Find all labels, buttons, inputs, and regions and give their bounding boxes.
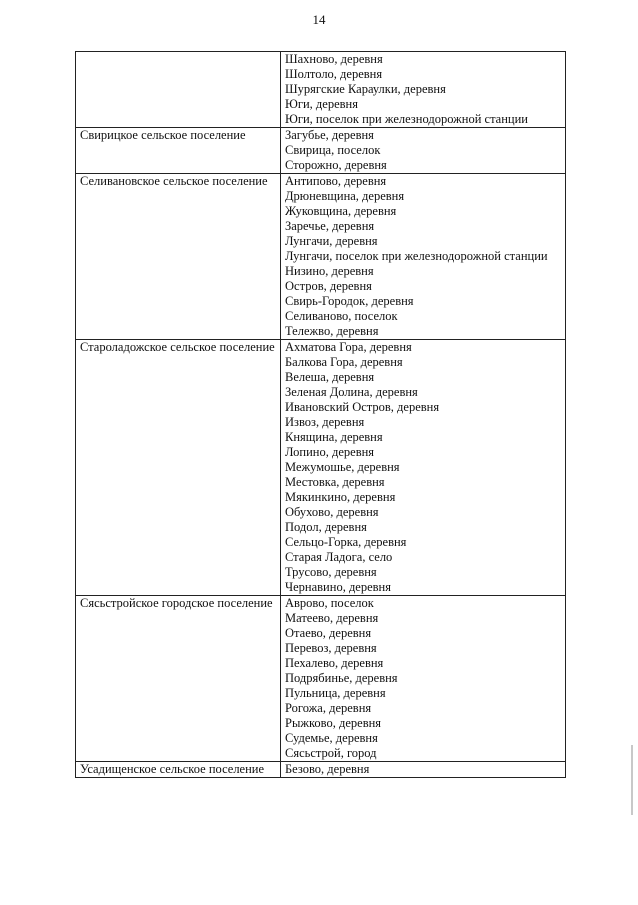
locality-item: Ивановский Остров, деревня bbox=[285, 400, 440, 414]
table-row bbox=[76, 174, 566, 340]
locality-item: Аврово, поселок bbox=[285, 596, 374, 610]
locality-item: Жуковщина, деревня bbox=[285, 204, 397, 218]
locality-item: Подол, деревня bbox=[285, 520, 367, 534]
localities-cell bbox=[281, 52, 566, 128]
localities-cell bbox=[281, 762, 566, 778]
settlement-cell: Сясьстройское городское поселение bbox=[76, 596, 281, 762]
locality-item: Старая Ладога, село bbox=[285, 550, 393, 564]
locality-item: Сясьстрой, город bbox=[285, 746, 377, 760]
locality-item: Тележво, деревня bbox=[285, 324, 379, 338]
locality-item: Загубье, деревня bbox=[285, 128, 374, 142]
locality-item: Свирь-Городок, деревня bbox=[285, 294, 414, 308]
locality-item: Сторожно, деревня bbox=[285, 158, 387, 172]
localities-cell bbox=[281, 340, 566, 596]
locality-item: Велеша, деревня bbox=[285, 370, 375, 384]
locality-item: Судемье, деревня bbox=[285, 731, 378, 745]
locality-item: Низино, деревня bbox=[285, 264, 374, 278]
locality-item: Межумошье, деревня bbox=[285, 460, 400, 474]
table-row bbox=[76, 52, 566, 128]
settlement-cell: Староладожское сельское поселение bbox=[76, 340, 281, 596]
localities-cell bbox=[281, 128, 566, 174]
localities-cell bbox=[281, 596, 566, 762]
table-row bbox=[76, 596, 566, 762]
locality-item: Чернавино, деревня bbox=[285, 580, 391, 594]
locality-item: Балкова Гора, деревня bbox=[285, 355, 403, 369]
locality-item: Отаево, деревня bbox=[285, 626, 372, 640]
table-row bbox=[76, 340, 566, 596]
locality-item: Шурягские Караулки, деревня bbox=[285, 82, 446, 96]
locality-item: Подрябинье, деревня bbox=[285, 671, 398, 685]
locality-item: Шахново, деревня bbox=[285, 52, 383, 66]
locality-item: Антипово, деревня bbox=[285, 174, 387, 188]
locality-item: Княщина, деревня bbox=[285, 430, 383, 444]
locality-item: Сельцо-Горка, деревня bbox=[285, 535, 407, 549]
settlement-cell bbox=[76, 52, 281, 128]
locality-item: Заречье, деревня bbox=[285, 219, 375, 233]
settlement-cell: Селивановское сельское поселение bbox=[76, 174, 281, 340]
locality-item: Рогожа, деревня bbox=[285, 701, 372, 715]
locality-item: Рыжково, деревня bbox=[285, 716, 382, 730]
locality-item: Селиваново, поселок bbox=[285, 309, 398, 323]
localities-cell bbox=[281, 174, 566, 340]
locality-item: Остров, деревня bbox=[285, 279, 372, 293]
locality-item: Местовка, деревня bbox=[285, 475, 385, 489]
locality-item: Зеленая Долина, деревня bbox=[285, 385, 418, 399]
locality-item: Лопино, деревня bbox=[285, 445, 375, 459]
locality-item: Пульница, деревня bbox=[285, 686, 386, 700]
locality-item: Перевоз, деревня bbox=[285, 641, 377, 655]
page-number: 14 bbox=[312, 12, 326, 27]
settlement-cell: Усадищенское сельское поселение bbox=[76, 762, 281, 778]
table-row bbox=[76, 762, 566, 778]
locality-item: Мякинкино, деревня bbox=[285, 490, 396, 504]
locality-item: Матеево, деревня bbox=[285, 611, 379, 625]
locality-item: Дрюневщина, деревня bbox=[285, 189, 405, 203]
locality-item: Лунгачи, деревня bbox=[285, 234, 378, 248]
locality-item: Лунгачи, поселок при железнодорожной станции bbox=[285, 249, 548, 263]
locality-item: Юги, деревня bbox=[285, 97, 358, 111]
settlement-cell: Свирицкое сельское поселение bbox=[76, 128, 281, 174]
settlements-table bbox=[75, 51, 566, 778]
locality-item: Юги, поселок при железнодорожной станции bbox=[285, 112, 528, 126]
locality-item: Трусово, деревня bbox=[285, 565, 377, 579]
locality-item: Ахматова Гора, деревня bbox=[285, 340, 412, 354]
table-row bbox=[76, 128, 566, 174]
locality-item: Обухово, деревня bbox=[285, 505, 379, 519]
locality-item: Шолтоло, деревня bbox=[285, 67, 383, 81]
locality-item: Пехалево, деревня bbox=[285, 656, 384, 670]
scan-edge-mark bbox=[631, 745, 633, 815]
locality-item: Свирица, поселок bbox=[285, 143, 381, 157]
locality-item: Извоз, деревня bbox=[285, 415, 365, 429]
locality-item: Безово, деревня bbox=[285, 762, 370, 776]
